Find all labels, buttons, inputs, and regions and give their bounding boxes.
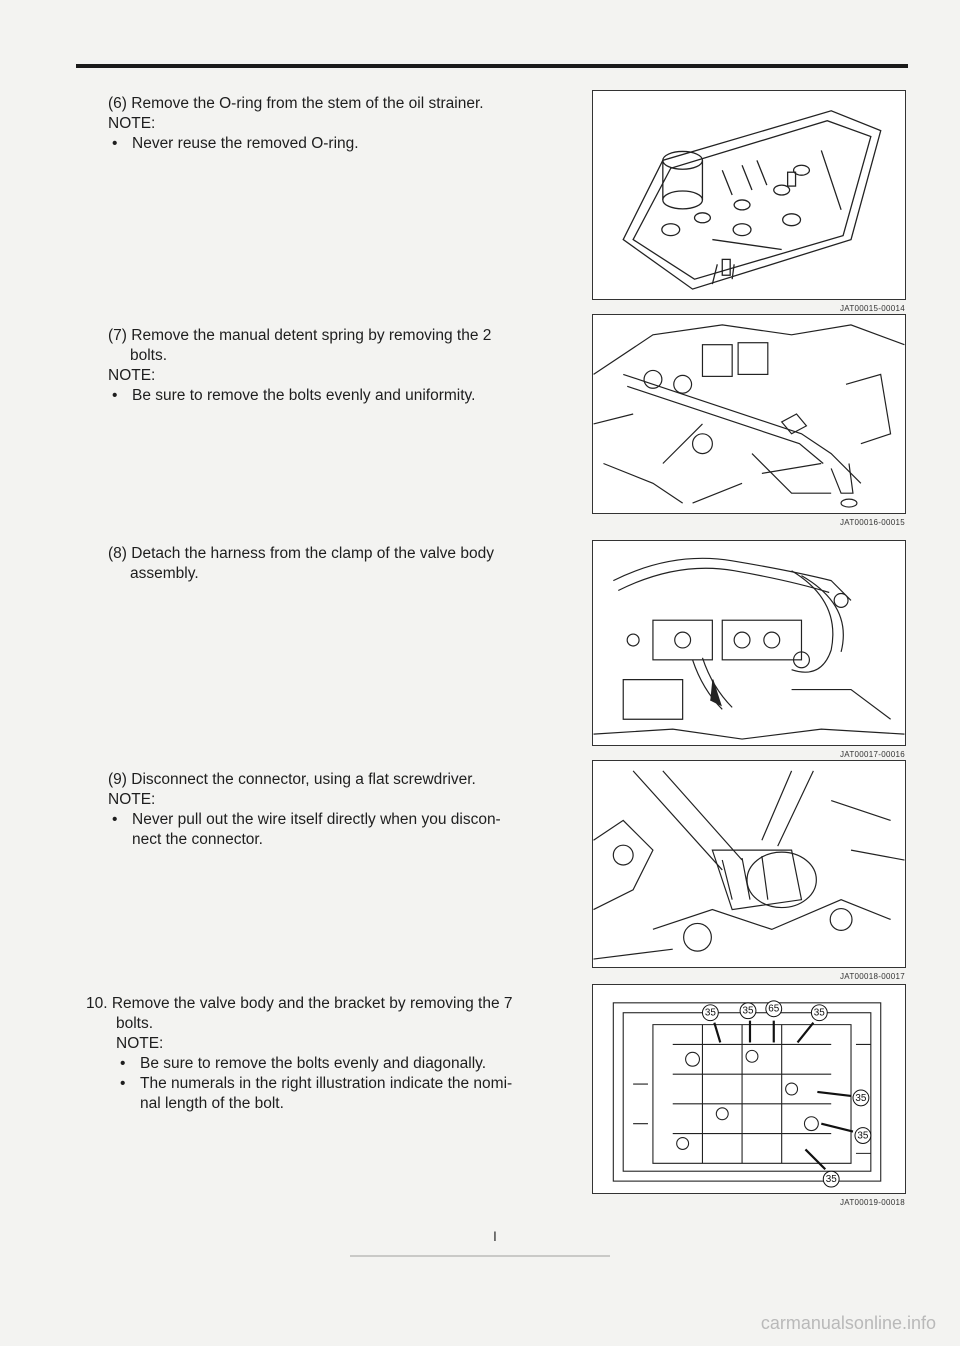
step-6-bullet-1: • Never reuse the removed O-ring. [108, 134, 578, 154]
step-8-continuation: assembly. [130, 565, 199, 582]
figure-oil-strainer [592, 90, 906, 313]
step-10-heading: 10. Remove the valve body and the bracket by removing the 7 [86, 995, 513, 1012]
bolt-label-4: 35 [813, 1007, 825, 1019]
oil-strainer-illustration [593, 91, 905, 299]
bolt-label-2: 35 [742, 1005, 754, 1017]
step-7 [108, 326, 578, 406]
figure-code-1: JAT00015-00014 [840, 304, 905, 313]
valve-body-illustration [593, 985, 905, 1193]
step-7-heading: (7) Remove the manual detent spring by removing the 2 [108, 327, 492, 344]
step-10-bullet-1: • Be sure to remove the bolts evenly and diagonally. [116, 1054, 578, 1074]
step-10 [86, 994, 578, 1114]
step-10-note-label: NOTE: [116, 1035, 164, 1052]
figure-valve-body-bolts [592, 984, 906, 1207]
figure-harness-clamp [592, 540, 906, 759]
bolt-label-5: 35 [855, 1092, 867, 1104]
step-9 [108, 770, 578, 850]
step-9-note-label: NOTE: [108, 791, 156, 808]
figure-code-5: JAT00019-00018 [840, 1198, 905, 1207]
bolt-label-6: 35 [857, 1130, 869, 1142]
step-7-continuation: bolts. [130, 347, 168, 364]
step-8 [108, 544, 578, 584]
step-10-bullet-2: • The numerals in the right illustration indicate the nomi- nal length of the bolt. [116, 1074, 578, 1114]
bolt-label-1: 35 [704, 1007, 716, 1019]
step-6-heading: (6) Remove the O-ring from the stem of the oil strainer. [108, 95, 484, 112]
step-6 [108, 94, 578, 154]
detent-spring-illustration [593, 315, 905, 513]
step-9-heading: (9) Disconnect the connector, using a flat screwdriver. [108, 771, 476, 788]
figure-connector-screwdriver [592, 760, 906, 981]
top-rule [76, 64, 908, 68]
figure-manual-detent-spring [592, 314, 906, 527]
figure-code-3: JAT00017-00016 [840, 750, 905, 759]
harness-clamp-illustration [593, 541, 905, 745]
connector-screwdriver-illustration [593, 761, 905, 967]
page-number: I [493, 1228, 497, 1244]
step-10-continuation: bolts. [116, 1015, 154, 1032]
footer-line [350, 1255, 610, 1257]
step-7-bullet-1: • Be sure to remove the bolts evenly and uniformity. [108, 386, 578, 406]
bolt-label-7: 35 [825, 1174, 837, 1186]
step-6-note-label: NOTE: [108, 115, 156, 132]
step-7-note-label: NOTE: [108, 367, 156, 384]
step-9-bullet-1: • Never pull out the wire itself directly when you discon- nect the connector. [108, 810, 578, 850]
figure-code-4: JAT00018-00017 [840, 972, 905, 981]
watermark: carmanualsonline.info [760, 1313, 936, 1333]
bolt-label-3: 65 [768, 1003, 780, 1015]
figure-code-2: JAT00016-00015 [840, 518, 905, 527]
step-8-heading: (8) Detach the harness from the clamp of the valve body [108, 545, 494, 562]
